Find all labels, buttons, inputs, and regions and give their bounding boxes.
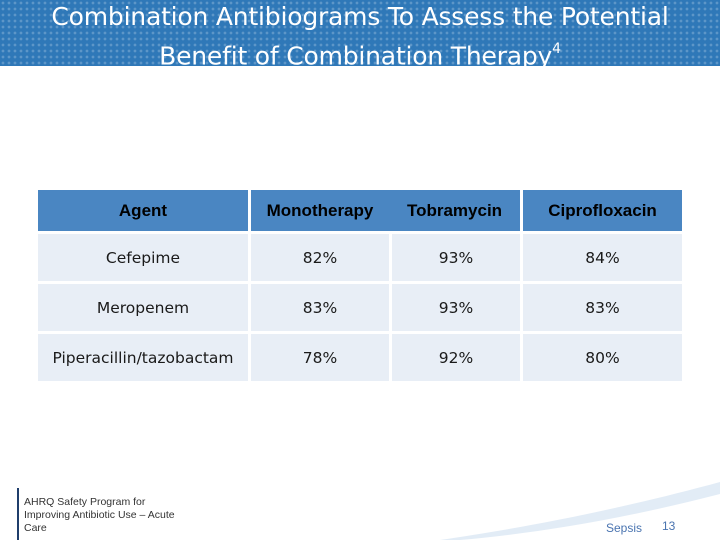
header-tobramycin: Tobramycin [389, 190, 520, 231]
slide-title-line1: Combination Antibiograms To Assess the Potential [51, 2, 669, 31]
footer-section-label: Sepsis [606, 521, 643, 535]
tobramycin-cell: 93% [389, 284, 520, 331]
table-header-row [38, 190, 682, 231]
tobramycin-cell: 92% [389, 334, 520, 381]
ciprofloxacin-cell: 84% [520, 234, 682, 281]
monotherapy-cell: 82% [248, 234, 389, 281]
table-row [38, 334, 682, 381]
monotherapy-cell: 78% [248, 334, 389, 381]
footer-divider [17, 488, 19, 540]
footer-program-text: AHRQ Safety Program for Improving Antibiotic Use – Acute Care [24, 496, 175, 534]
title-superscript: 4 [552, 41, 561, 57]
slide-title [0, 0, 720, 73]
agent-cell: Meropenem [38, 284, 248, 331]
header-ciprofloxacin: Ciprofloxacin [520, 190, 682, 231]
ciprofloxacin-cell: 80% [520, 334, 682, 381]
slide-title-line2: Benefit of Combination Therapy [159, 41, 553, 71]
tobramycin-cell: 93% [389, 234, 520, 281]
header-agent: Agent [38, 190, 248, 231]
ciprofloxacin-cell: 83% [520, 284, 682, 331]
monotherapy-cell: 83% [248, 284, 389, 331]
header-monotherapy: Monotherapy [248, 190, 389, 231]
agent-cell: Cefepime [38, 234, 248, 281]
agent-cell: Piperacillin/tazobactam [38, 334, 248, 381]
title-banner [0, 0, 720, 71]
antibiogram-table [38, 187, 682, 384]
table-row [38, 284, 682, 331]
page-number: 13 [662, 519, 676, 533]
table-row [38, 234, 682, 281]
